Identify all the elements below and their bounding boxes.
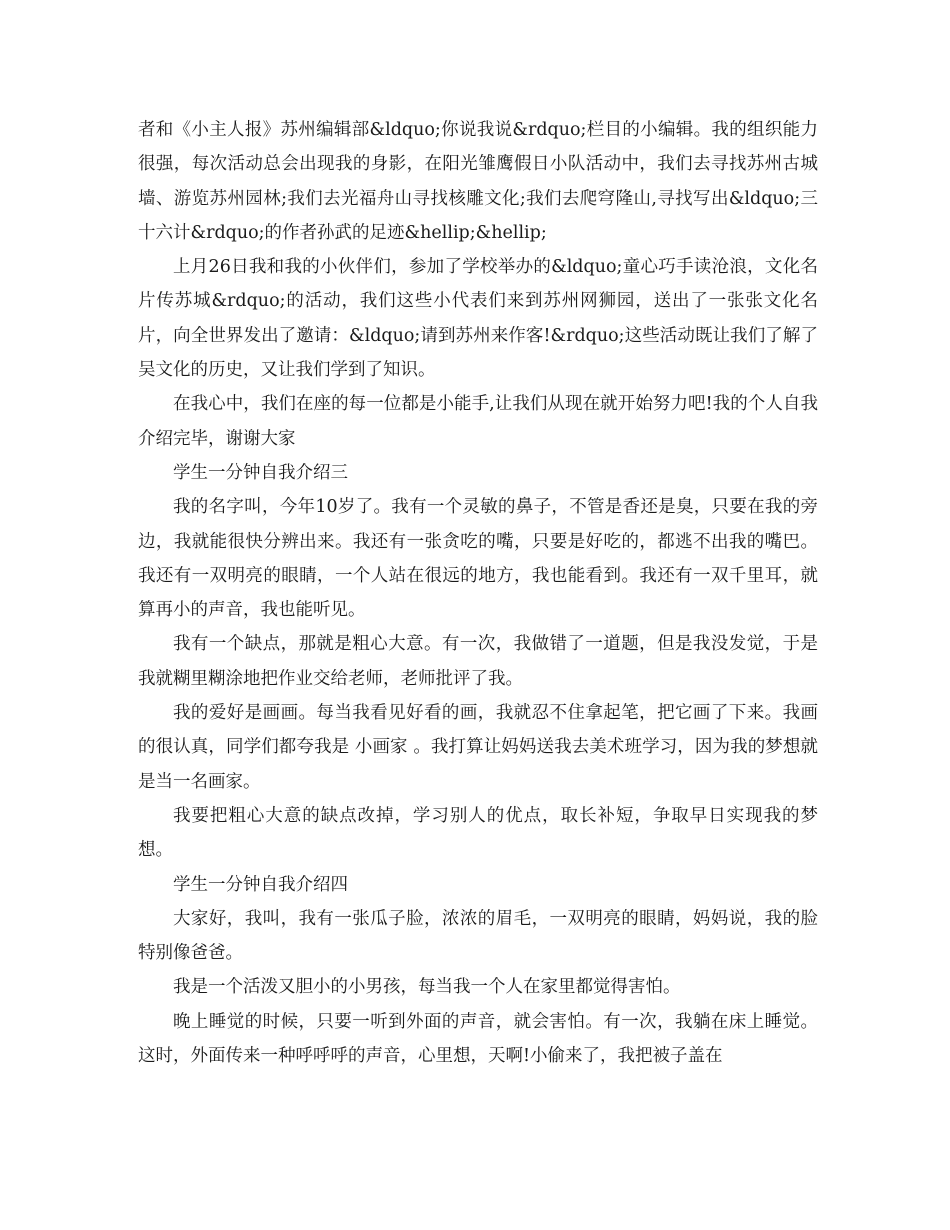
paragraph-10: 晚上睡觉的时候，只要一听到外面的声音，就会害怕。有一次，我躺在床上睡觉。这时，外面传来一种呼呼呼的声音，心里想，天啊!小偷来了，我把被子盖在 [138,1011,818,1067]
section-heading-3: 学生一分钟自我介绍三 [173,462,348,483]
paragraph-3: 在我心中，我们在座的每一位都是小能手,让我们从现在就开始努力吧!我的个人自我介绍完毕，谢谢大家 [138,394,818,449]
paragraph-2: 上月26日我和我的小伙伴们，参加了学校举办的&ldquo;童心巧手读沧浪，文化名片传苏城&rdquo;的活动，我们这些小代表们来到苏州网狮园，送出了一张张文化名片，向全世界发出了邀请：&ldquo;请到苏州来作客!&rdquo;这些活动既让我们了解了吴文化的历史，又让我们学到了知识。 [138,257,818,381]
paragraph-8: 大家好，我叫，我有一张瓜子脸，浓浓的眉毛，一双明亮的眼睛，妈妈说，我的脸特别像爸爸。 [138,908,818,964]
paragraph-7: 我要把粗心大意的缺点改掉，学习别人的优点，取长补短，争取早日实现我的梦想。 [138,805,818,861]
paragraph-6: 我的爱好是画画。每当我看见好看的画，我就忍不住拿起笔，把它画了下来。我画的很认真，同学们都夸我是 小画家 。我打算让妈妈送我去美术班学习，因为我的梦想就是当一名画家。 [138,703,818,792]
paragraph-9: 我是一个活泼又胆小的小男孩，每当我一个人在家里都觉得害怕。 [173,977,681,998]
paragraph-1: 者和《小主人报》苏州编辑部&ldquo;你说我说&rdquo;栏目的小编辑。我的组织能力很强，每次活动总会出现我的身影，在阳光雏鹰假日小队活动中，我们去寻找苏州古城墙、游览苏州园林;我们去光福舟山寻找核雕文化;我们去爬穹隆山,寻找写出&ldquo;三十六计&rdquo;的作者孙武的足迹&hellip;&hellip; [138,120,818,243]
document-page [138,113,818,1073]
paragraph-4: 我的名字叫，今年10岁了。我有一个灵敏的鼻子，不管是香还是臭，只要在我的旁边，我就能很快分辨出来。我还有一张贪吃的嘴，只要是好吃的，都逃不出我的嘴巴。我还有一双明亮的眼睛，一个人站在很远的地方，我也能看到。我还有一双千里耳，就算再小的声音，我也能听见。 [138,497,818,621]
paragraph-5: 我有一个缺点，那就是粗心大意。有一次，我做错了一道题，但是我没发觉，于是我就糊里糊涂地把作业交给老师，老师批评了我。 [138,634,818,689]
section-heading-4: 学生一分钟自我介绍四 [173,874,348,895]
